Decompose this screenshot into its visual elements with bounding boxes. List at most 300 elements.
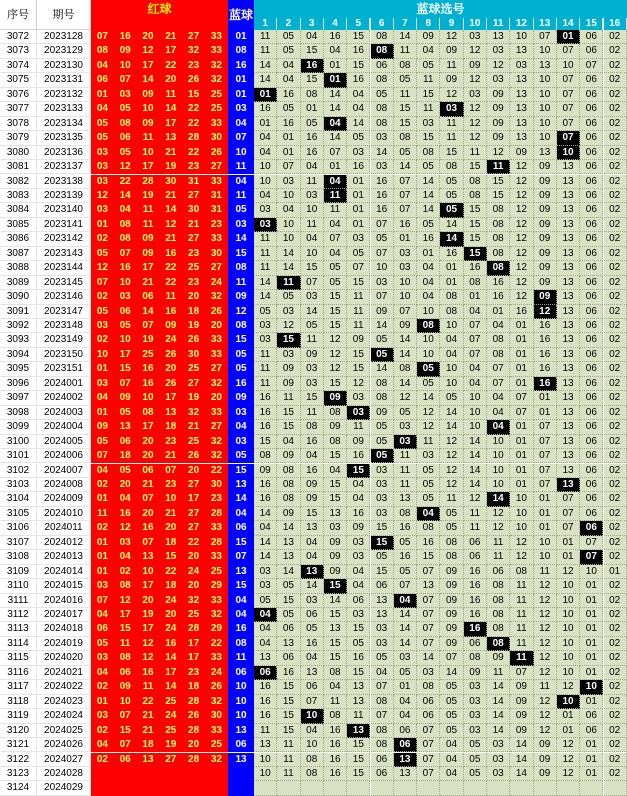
blue-select-cell: 14: [464, 464, 487, 478]
blue-select-cell: 10: [417, 333, 440, 347]
red-ball: 04: [114, 550, 137, 564]
blue-select-cell: 01: [557, 709, 580, 723]
blue-select-cell: 16: [277, 666, 300, 680]
blue-select-cell: 06: [580, 276, 603, 290]
red-ball: 08: [114, 579, 137, 593]
blue-select-cell: 02: [604, 30, 627, 44]
blue-select-cell: 15: [324, 492, 347, 506]
blue-select-cell: 03: [394, 261, 417, 275]
blue-ball: 11: [228, 276, 254, 290]
row-seq: 3104: [0, 492, 37, 506]
red-ball: 04: [114, 203, 137, 217]
red-ball: 21: [159, 189, 182, 203]
blue-select-cell: 11: [254, 261, 277, 275]
blue-select-cell: 05: [417, 160, 440, 174]
blue-select-cell: 07: [371, 218, 394, 232]
blue-select-cell: 06: [371, 59, 394, 73]
red-ball: 06: [114, 131, 137, 145]
red-ball: 28: [182, 753, 205, 767]
row-seq: 3115: [0, 651, 37, 665]
blue-select-cell: 06: [580, 362, 603, 376]
blue-select-cell: [557, 781, 580, 795]
blue-select-cell: 13: [394, 492, 417, 506]
blue-select-cell: 06: [464, 550, 487, 564]
blue-select-cell: 06: [371, 767, 394, 781]
red-ball: 27: [182, 30, 205, 44]
blue-select-cell: 05: [371, 232, 394, 246]
blue-select-cell: 08: [487, 622, 510, 636]
blue-select-cell: 08: [417, 680, 440, 694]
blue-select-cell: 09: [534, 738, 557, 752]
blue-select-cell: 04: [277, 59, 300, 73]
blue-select-cell: 09: [487, 88, 510, 102]
blue-select-cell: 11: [394, 44, 417, 58]
red-ball: 17: [114, 608, 137, 622]
red-ball: 04: [91, 391, 114, 405]
red-ball: 08: [114, 232, 137, 246]
blue-select-cell: 07: [557, 73, 580, 87]
blue-select-cell: 16: [417, 232, 440, 246]
blue-select-cell: 10: [277, 189, 300, 203]
red-ball: 04: [91, 666, 114, 680]
red-ball: 19: [137, 608, 160, 622]
blue-select-cell: 03: [464, 88, 487, 102]
red-ball: 27: [205, 160, 228, 174]
red-ball: 18: [159, 536, 182, 550]
red-ball: 20: [182, 738, 205, 752]
blue-select-cell: 10: [277, 218, 300, 232]
blue-select-cell: 14: [417, 391, 440, 405]
row-period: 2023146: [37, 290, 91, 304]
red-ball: 18: [182, 680, 205, 694]
blue-select-cell: 16: [417, 536, 440, 550]
blue-select-cell: 02: [604, 247, 627, 261]
blue-select-cell: 07: [417, 594, 440, 608]
blue-select-cell: 06: [580, 333, 603, 347]
blue-select-cell: 16: [394, 218, 417, 232]
red-ball: 14: [159, 651, 182, 665]
row-period: 2023129: [37, 44, 91, 58]
blue-select-cell: 09: [487, 102, 510, 116]
blue-select-cell: 03: [394, 420, 417, 434]
row-period: 2023140: [37, 203, 91, 217]
blue-ball: 05: [228, 203, 254, 217]
row-period: 2023138: [37, 175, 91, 189]
blue-select-cell: 12: [534, 622, 557, 636]
blue-select-cell: 07: [371, 680, 394, 694]
row-seq: 3096: [0, 377, 37, 391]
blue-select-cell: 04: [254, 131, 277, 145]
red-ball: 15: [114, 362, 137, 376]
blue-select-cell: 02: [604, 651, 627, 665]
red-ball: 33: [205, 333, 228, 347]
blue-select-cell: 01: [394, 680, 417, 694]
blue-select-cell: 01: [510, 435, 533, 449]
blue-select-cell: 08: [464, 276, 487, 290]
blue-select-cell: 05: [347, 637, 370, 651]
row-period: 2023132: [37, 88, 91, 102]
blue-select-cell: 14: [394, 333, 417, 347]
row-period: 2023128: [37, 30, 91, 44]
red-ball: 20: [182, 290, 205, 304]
row-seq: 3076: [0, 88, 37, 102]
red-ball: [159, 781, 182, 795]
blue-select-cell: [324, 781, 347, 795]
blue-select-cell: 16: [464, 579, 487, 593]
blue-select-cell: 05: [394, 666, 417, 680]
blue-select-cell: 03: [347, 550, 370, 564]
red-ball: 28: [205, 507, 228, 521]
blue-select-cell: 09: [510, 695, 533, 709]
row-seq: 3080: [0, 146, 37, 160]
blue-select-cell: 15: [464, 203, 487, 217]
blue-select-cell: 08: [371, 102, 394, 116]
blue-select-cell: 15: [487, 175, 510, 189]
red-ball: 16: [159, 247, 182, 261]
red-ball: 17: [159, 391, 182, 405]
blue-select-cell: 10: [534, 550, 557, 564]
blue-select-cell: 10: [534, 73, 557, 87]
red-ball: 33: [205, 651, 228, 665]
red-ball: 19: [159, 738, 182, 752]
blue-select-cell: 08: [440, 305, 463, 319]
blue-select-cell: 12: [464, 73, 487, 87]
red-ball: 14: [159, 102, 182, 116]
blue-select-cell: 01: [534, 391, 557, 405]
blue-select-cell: 13: [510, 88, 533, 102]
blue-select-cell: 09: [534, 189, 557, 203]
blue-select-cell: 13: [557, 203, 580, 217]
row-period: 2023136: [37, 146, 91, 160]
red-ball: 22: [205, 637, 228, 651]
blue-select-cell: 10: [534, 117, 557, 131]
blue-select-cell: 12: [557, 738, 580, 752]
red-ball: 31: [205, 189, 228, 203]
blue-select-cell: 02: [604, 724, 627, 738]
red-ball: 12: [137, 44, 160, 58]
blue-select-cell: 12: [487, 521, 510, 535]
red-ball: 07: [137, 319, 160, 333]
red-ball: 28: [182, 131, 205, 145]
red-ball: 28: [205, 536, 228, 550]
blue-select-hit: 10: [580, 680, 603, 694]
blue-select-cell: 06: [580, 507, 603, 521]
blue-select-cell: 03: [301, 594, 324, 608]
blue-select-cell: 08: [487, 333, 510, 347]
blue-select-col-header: 16: [604, 18, 627, 30]
blue-select-cell: 05: [394, 73, 417, 87]
row-period: 2024005: [37, 435, 91, 449]
red-ball: 32: [205, 608, 228, 622]
blue-select-cell: 16: [394, 550, 417, 564]
blue-select-cell: 09: [440, 565, 463, 579]
blue-select-cell: 15: [464, 160, 487, 174]
blue-select-cell: 10: [440, 319, 463, 333]
blue-select-col-header: 2: [277, 18, 300, 30]
blue-ball: 05: [228, 449, 254, 463]
row-seq: 3092: [0, 319, 37, 333]
red-ball: 08: [114, 218, 137, 232]
red-ball: 26: [182, 73, 205, 87]
blue-ball: 16: [228, 59, 254, 73]
blue-select-cell: 06: [371, 579, 394, 593]
red-ball: 15: [114, 724, 137, 738]
blue-select-cell: 06: [580, 117, 603, 131]
blue-select-cell: 01: [510, 478, 533, 492]
red-ball: 25: [182, 608, 205, 622]
red-ball: 09: [137, 117, 160, 131]
blue-select-cell: 01: [394, 232, 417, 246]
red-ball: 27: [182, 377, 205, 391]
blue-select-cell: 06: [277, 651, 300, 665]
blue-select-cell: 04: [487, 391, 510, 405]
blue-select-cell: 11: [417, 102, 440, 116]
blue-select-cell: 04: [464, 362, 487, 376]
blue-select-cell: 12: [464, 102, 487, 116]
blue-select-cell: 12: [510, 218, 533, 232]
blue-select-cell: [417, 781, 440, 795]
blue-select-cell: 08: [487, 608, 510, 622]
red-ball: [182, 781, 205, 795]
blue-select-cell: 10: [510, 507, 533, 521]
red-ball: 24: [159, 594, 182, 608]
red-ball: 13: [137, 753, 160, 767]
blue-select-hit: 03: [254, 218, 277, 232]
blue-select-hit: 16: [301, 59, 324, 73]
blue-select-cell: 15: [347, 622, 370, 636]
red-ball: 20: [137, 435, 160, 449]
blue-select-cell: 16: [487, 290, 510, 304]
blue-select-cell: 10: [417, 305, 440, 319]
blue-select-cell: 03: [254, 203, 277, 217]
red-ball: 27: [182, 232, 205, 246]
blue-select-cell: 10: [254, 175, 277, 189]
red-ball: 04: [91, 608, 114, 622]
blue-select-cell: 03: [301, 362, 324, 376]
red-ball: 17: [159, 666, 182, 680]
blue-select-cell: 03: [301, 377, 324, 391]
blue-select-cell: 04: [347, 102, 370, 116]
blue-select-cell: 13: [557, 232, 580, 246]
red-ball: 12: [91, 261, 114, 275]
row-period: 2024013: [37, 550, 91, 564]
blue-select-cell: 01: [487, 305, 510, 319]
blue-select-cell: 04: [254, 146, 277, 160]
blue-select-cell: 12: [510, 175, 533, 189]
blue-select-cell: 16: [277, 88, 300, 102]
blue-select-cell: 01: [417, 247, 440, 261]
blue-select-hit: 06: [254, 666, 277, 680]
blue-select-cell: 12: [510, 550, 533, 564]
blue-select-cell: 01: [510, 420, 533, 434]
blue-select-cell: 15: [347, 362, 370, 376]
blue-select-cell: 02: [604, 521, 627, 535]
red-ball: 12: [114, 594, 137, 608]
row-period: 2024001: [37, 377, 91, 391]
blue-select-cell: 09: [487, 117, 510, 131]
blue-select-cell: [604, 781, 627, 795]
blue-select-cell: 07: [324, 232, 347, 246]
red-ball: 25: [159, 724, 182, 738]
blue-select-cell: 13: [557, 218, 580, 232]
blue-select-cell: 05: [277, 102, 300, 116]
blue-select-cell: 10: [371, 261, 394, 275]
blue-select-cell: 16: [464, 594, 487, 608]
blue-select-cell: 12: [510, 247, 533, 261]
red-ball: 26: [182, 333, 205, 347]
blue-select-cell: 12: [464, 492, 487, 506]
blue-select-cell: 07: [324, 146, 347, 160]
blue-select-cell: 16: [347, 507, 370, 521]
red-ball: 14: [159, 680, 182, 694]
blue-select-cell: 01: [580, 608, 603, 622]
blue-select-cell: 15: [464, 218, 487, 232]
blue-select-cell: 03: [371, 622, 394, 636]
blue-select-cell: 03: [301, 290, 324, 304]
blue-select-cell: 15: [277, 594, 300, 608]
blue-select-cell: 09: [277, 377, 300, 391]
blue-ball: [228, 781, 254, 795]
blue-ball: 16: [228, 622, 254, 636]
blue-select-cell: 13: [557, 464, 580, 478]
blue-select-cell: 13: [557, 377, 580, 391]
red-ball: 05: [114, 319, 137, 333]
blue-select-cell: 07: [417, 637, 440, 651]
blue-select-hit: 06: [580, 521, 603, 535]
row-period: 2024027: [37, 753, 91, 767]
blue-select-cell: 09: [534, 175, 557, 189]
blue-select-cell: 03: [347, 232, 370, 246]
blue-select-cell: 16: [440, 247, 463, 261]
blue-select-cell: 03: [487, 767, 510, 781]
blue-select-cell: 14: [347, 117, 370, 131]
blue-select-cell: 14: [417, 651, 440, 665]
blue-select-cell: 09: [324, 565, 347, 579]
blue-select-cell: 14: [394, 622, 417, 636]
blue-select-cell: 06: [580, 464, 603, 478]
row-period: 2024019: [37, 637, 91, 651]
blue-select-cell: 02: [604, 622, 627, 636]
red-ball: 22: [159, 261, 182, 275]
row-seq: 3078: [0, 117, 37, 131]
blue-select-cell: 01: [510, 348, 533, 362]
blue-select-cell: [371, 781, 394, 795]
row-seq: 3098: [0, 406, 37, 420]
blue-select-cell: 16: [324, 30, 347, 44]
blue-select-cell: 04: [254, 521, 277, 535]
blue-select-cell: 11: [254, 30, 277, 44]
red-ball: 20: [182, 579, 205, 593]
red-ball: 09: [137, 247, 160, 261]
blue-select-cell: 11: [277, 753, 300, 767]
blue-select-cell: 06: [464, 536, 487, 550]
red-ball: 12: [114, 160, 137, 174]
blue-select-cell: 13: [557, 160, 580, 174]
blue-select-cell: [464, 781, 487, 795]
blue-select-cell: 08: [371, 377, 394, 391]
blue-select-cell: 13: [557, 435, 580, 449]
blue-select-cell: 13: [557, 348, 580, 362]
row-period: 2024012: [37, 536, 91, 550]
blue-select-cell: 08: [487, 594, 510, 608]
blue-select-cell: 06: [487, 565, 510, 579]
blue-select-cell: 03: [301, 189, 324, 203]
blue-select-cell: 05: [254, 305, 277, 319]
blue-ball: 09: [228, 391, 254, 405]
blue-select-cell: 08: [440, 550, 463, 564]
blue-select-cell: 08: [487, 203, 510, 217]
red-ball: 10: [114, 276, 137, 290]
red-ball: 05: [91, 117, 114, 131]
red-ball: [137, 781, 160, 795]
blue-select-cell: 02: [604, 753, 627, 767]
red-ball: 06: [137, 464, 160, 478]
blue-select-cell: 15: [324, 651, 347, 665]
blue-select-cell: 15: [487, 189, 510, 203]
blue-select-cell: 07: [371, 290, 394, 304]
blue-select-cell: 09: [464, 666, 487, 680]
row-seq: 3095: [0, 362, 37, 376]
blue-ball: 04: [228, 420, 254, 434]
blue-select-cell: 01: [510, 449, 533, 463]
red-ball: 01: [91, 550, 114, 564]
row-seq: 3108: [0, 550, 37, 564]
red-ball: 32: [205, 73, 228, 87]
red-ball: 25: [159, 695, 182, 709]
blue-select-cell: 14: [254, 536, 277, 550]
blue-select-cell: 16: [534, 319, 557, 333]
blue-select-cell: 09: [277, 507, 300, 521]
blue-select-cell: 08: [301, 88, 324, 102]
red-ball: 01: [91, 695, 114, 709]
row-period: 2024008: [37, 478, 91, 492]
blue-select-cell: 16: [254, 102, 277, 116]
red-ball: 19: [137, 189, 160, 203]
row-seq: 3074: [0, 59, 37, 73]
red-ball: 32: [205, 290, 228, 304]
blue-select-cell: 12: [440, 88, 463, 102]
red-ball: 05: [114, 146, 137, 160]
red-ball: 11: [91, 507, 114, 521]
blue-select-cell: 12: [510, 536, 533, 550]
blue-select-cell: 05: [277, 579, 300, 593]
blue-select-cell: 12: [347, 377, 370, 391]
blue-select-cell: [534, 781, 557, 795]
row-period: 2024002: [37, 391, 91, 405]
blue-select-cell: 04: [347, 478, 370, 492]
red-ball: 02: [91, 680, 114, 694]
red-ball: [137, 767, 160, 781]
blue-select-cell: 01: [557, 550, 580, 564]
blue-select-cell: 02: [604, 435, 627, 449]
blue-select-cell: 13: [277, 637, 300, 651]
red-ball: 05: [91, 247, 114, 261]
blue-select-cell: 14: [394, 377, 417, 391]
blue-select-cell: 07: [510, 391, 533, 405]
blue-select-cell: 02: [604, 117, 627, 131]
red-ball: 10: [137, 146, 160, 160]
red-ball: 10: [114, 333, 137, 347]
blue-select-cell: 07: [510, 406, 533, 420]
blue-select-cell: 14: [371, 362, 394, 376]
blue-select-cell: 05: [371, 333, 394, 347]
red-ball: 33: [205, 406, 228, 420]
blue-select-cell: 09: [510, 680, 533, 694]
red-ball: 10: [137, 391, 160, 405]
blue-select-col-header: 9: [440, 18, 463, 30]
blue-select-cell: 03: [510, 59, 533, 73]
blue-select-cell: 15: [277, 406, 300, 420]
